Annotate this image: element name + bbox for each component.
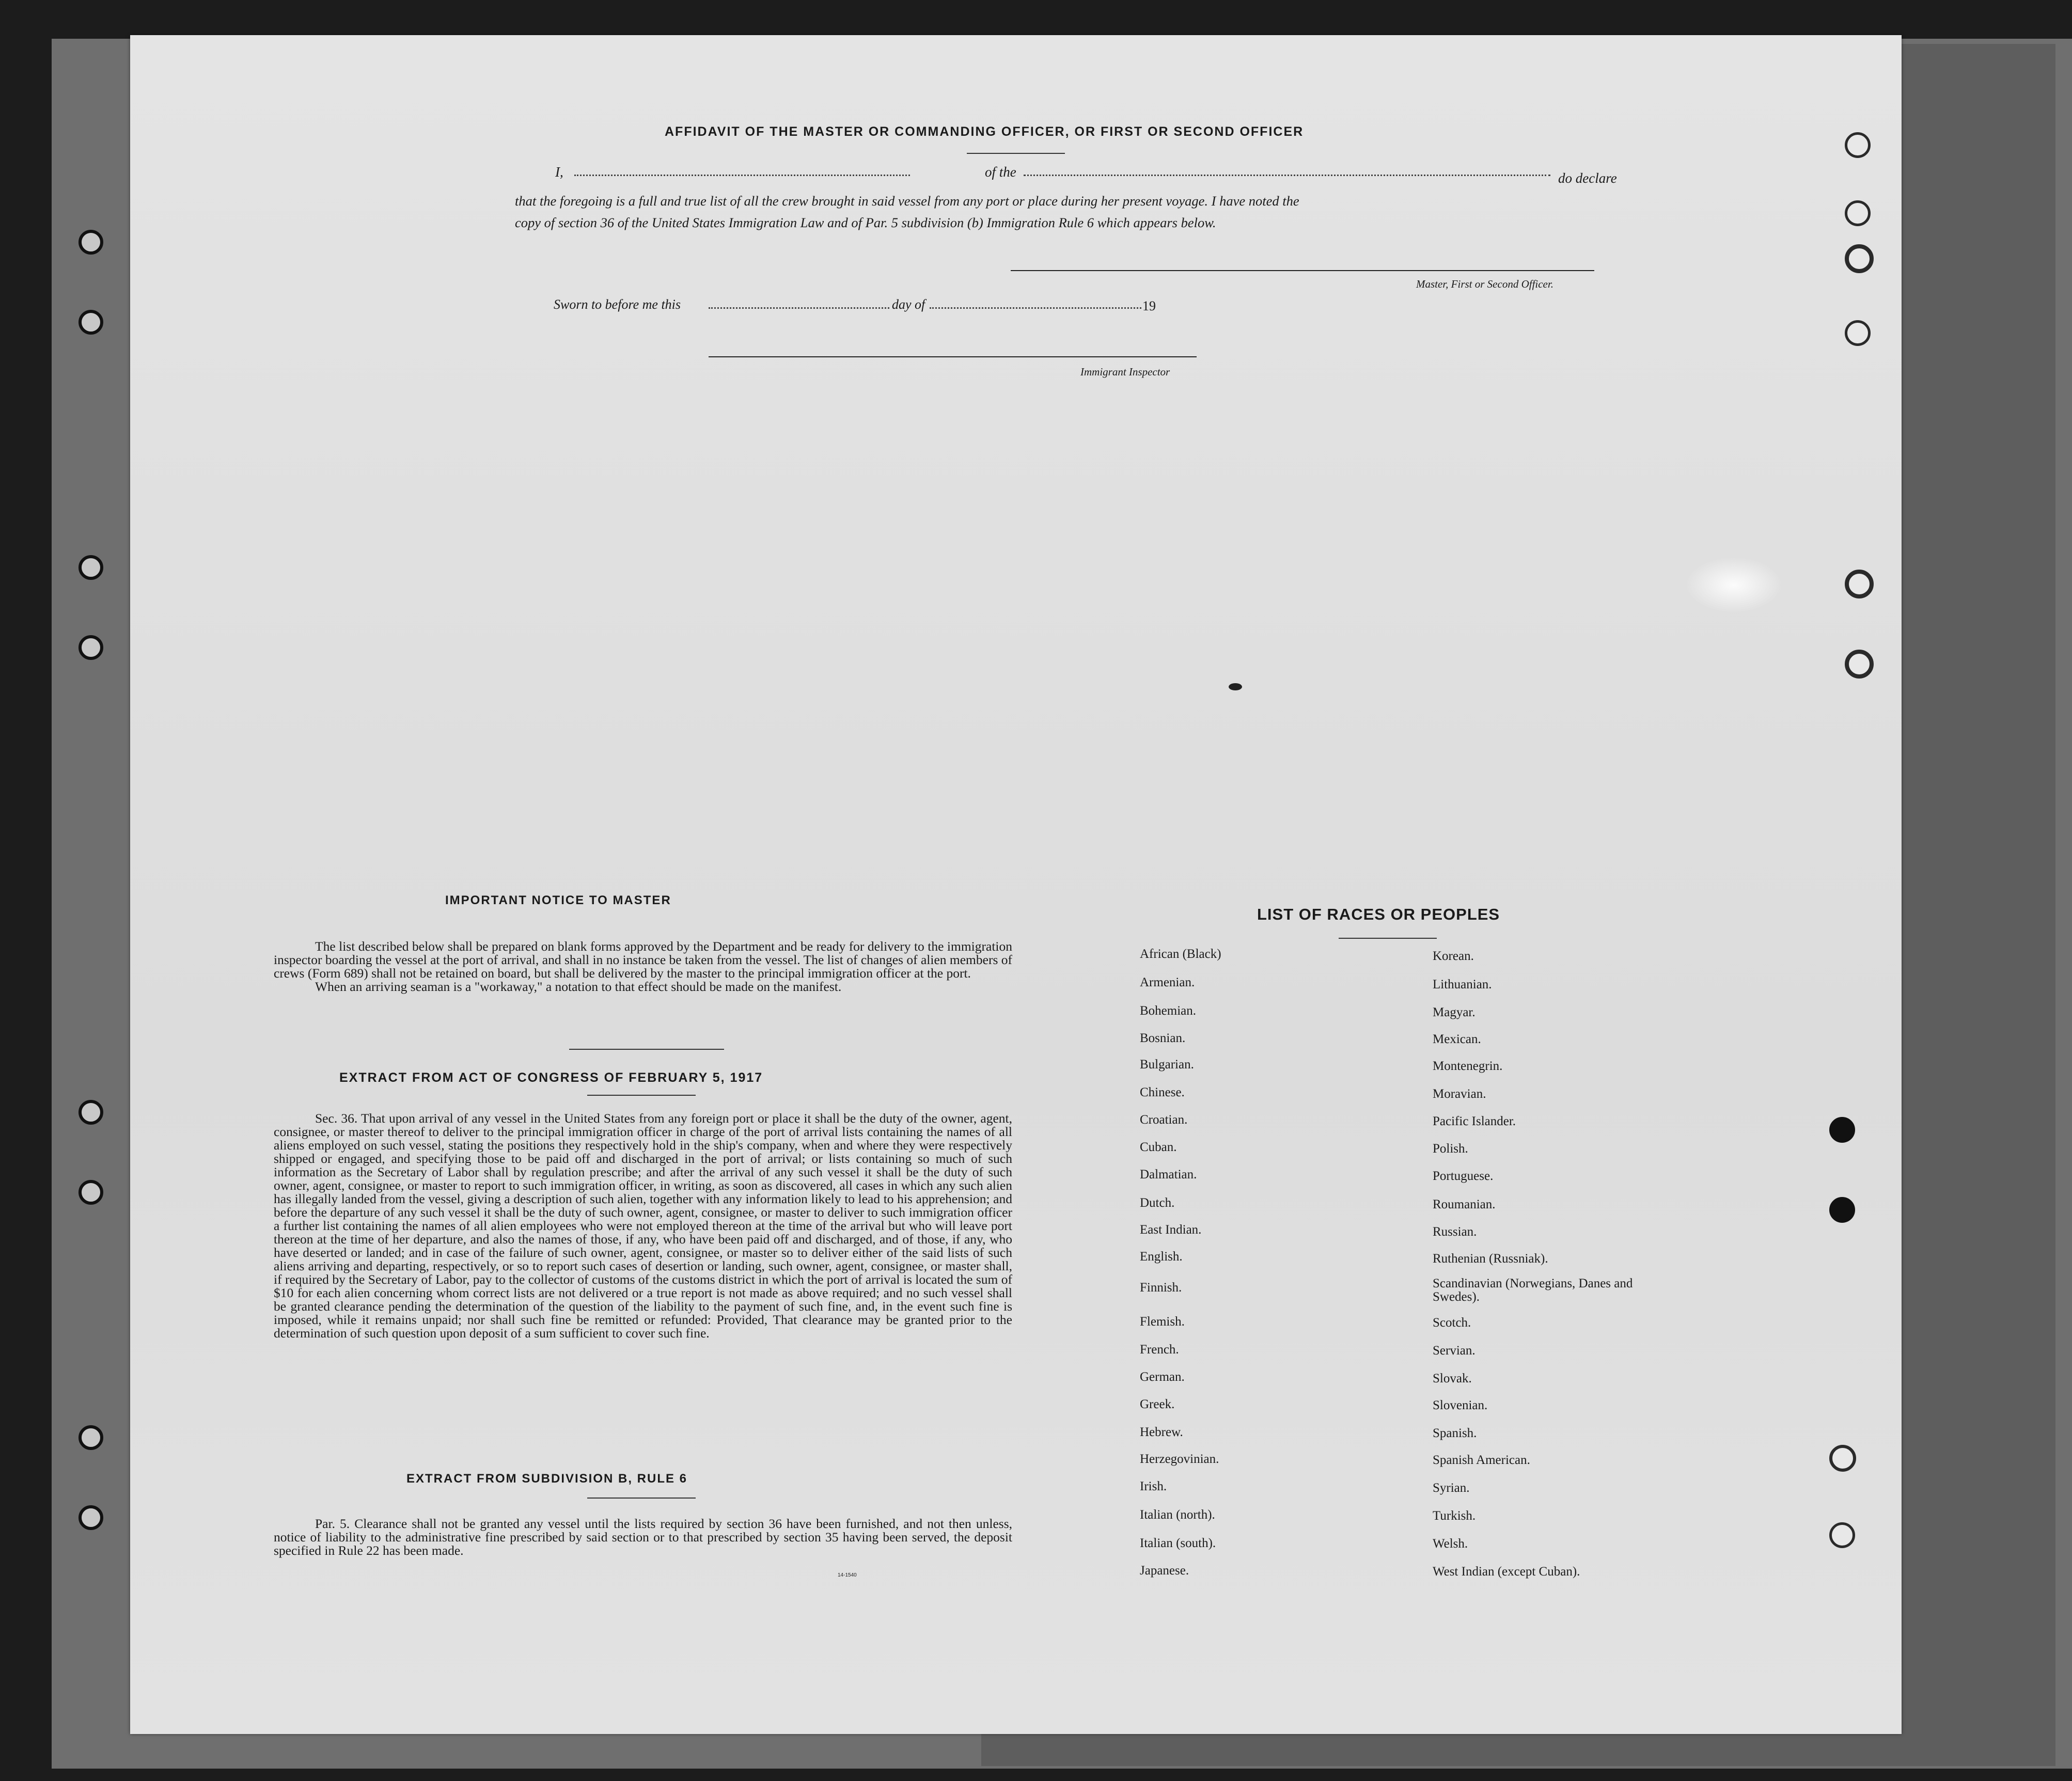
name-field[interactable] — [574, 175, 910, 176]
inspector-label: Immigrant Inspector — [1080, 366, 1170, 378]
race-item: Moravian. — [1433, 1087, 1486, 1101]
race-item: German. — [1140, 1370, 1185, 1384]
vessel-field[interactable] — [1024, 175, 1550, 176]
affidavit-title: AFFIDAVIT OF THE MASTER OR COMMANDING OFFICER, OR FIRST OR SECOND OFFICER — [665, 124, 1304, 139]
sworn-month-field[interactable] — [930, 307, 1141, 309]
binder-hole — [79, 555, 103, 580]
race-item: Magyar. — [1433, 1005, 1475, 1019]
punch-hole — [1845, 570, 1874, 598]
punch-hole — [1829, 1117, 1855, 1143]
race-item: Armenian. — [1140, 975, 1195, 989]
race-item: Russian. — [1433, 1225, 1477, 1239]
race-item: Korean. — [1433, 949, 1474, 963]
notice-paragraph-1: The list described below shall be prepared on blank forms approved by the Department and be ready for delivery to the immigration inspector boarding the vessel at the port of arrival, and shall in no instance be taken from the vessel. The list of changes of alien members of crews (Form 689) shall not be retained on board, but shall be delivered by the master to the principal immigration officer at the port. — [274, 939, 1012, 981]
race-item: Syrian. — [1433, 1481, 1470, 1495]
race-item: Polish. — [1433, 1142, 1468, 1156]
race-item: Mexican. — [1433, 1032, 1481, 1046]
race-item: Dalmatian. — [1140, 1168, 1197, 1181]
race-item: Scandinavian (Norwegians, Danes and Swedes). — [1433, 1276, 1633, 1304]
race-item: Bosnian. — [1140, 1031, 1186, 1045]
punch-hole — [1845, 650, 1874, 679]
race-item: Croatian. — [1140, 1113, 1188, 1127]
race-item: Slovak. — [1433, 1372, 1472, 1385]
signature-line[interactable] — [1011, 270, 1594, 271]
race-item: Welsh. — [1433, 1537, 1468, 1551]
punch-hole — [1829, 1197, 1855, 1223]
race-item: African (Black) — [1140, 947, 1221, 961]
race-item: Ruthenian (Russniak). — [1433, 1252, 1548, 1266]
race-item: Flemish. — [1140, 1315, 1185, 1329]
binder-hole — [79, 1425, 103, 1450]
race-item: Hebrew. — [1140, 1425, 1183, 1439]
race-item: Roumanian. — [1433, 1197, 1496, 1211]
form-number: 14-1540 — [838, 1572, 857, 1578]
race-item: French. — [1140, 1343, 1179, 1357]
race-item: Slovenian. — [1433, 1398, 1488, 1412]
races-rule — [1339, 938, 1437, 939]
sworn-day-label: day of — [892, 297, 925, 312]
title-rule — [967, 153, 1065, 154]
binder-hole — [79, 230, 103, 255]
notice-paragraph-2: When an arriving seaman is a "workaway," a notation to that effect should be made on the manifest. — [315, 979, 842, 994]
race-item: Portuguese. — [1433, 1169, 1494, 1183]
race-item: Servian. — [1433, 1344, 1475, 1358]
notice-title: IMPORTANT NOTICE TO MASTER — [445, 893, 671, 907]
affidavit-line3: copy of section 36 of the United States Immigration Law and of Par. 5 subdivision (b) Immigration Rule 6 which appears below. — [515, 215, 1216, 230]
punch-hole — [1845, 200, 1871, 226]
binder-hole — [79, 1180, 103, 1205]
race-item: Lithuanian. — [1433, 978, 1492, 991]
race-item: Dutch. — [1140, 1196, 1175, 1210]
act-rule — [587, 1095, 696, 1096]
rule-title: EXTRACT FROM SUBDIVISION B, RULE 6 — [406, 1472, 688, 1486]
binder-hole — [79, 1100, 103, 1125]
race-item: Irish. — [1140, 1479, 1167, 1493]
race-item: West Indian (except Cuban). — [1433, 1565, 1580, 1579]
race-item: Bohemian. — [1140, 1004, 1197, 1018]
races-title: LIST OF RACES OR PEOPLES — [1257, 905, 1500, 923]
race-item: Bulgarian. — [1140, 1058, 1194, 1071]
binder-hole — [79, 310, 103, 335]
race-item: Greek. — [1140, 1397, 1175, 1411]
punch-hole — [1845, 320, 1871, 346]
sworn-year-label: 19 — [1142, 298, 1156, 313]
race-item: Turkish. — [1433, 1509, 1476, 1523]
paper-stain — [1685, 557, 1783, 613]
binder-hole — [79, 1505, 103, 1530]
ink-spot — [1229, 683, 1242, 690]
notice-body — [274, 940, 1012, 994]
punch-hole — [1845, 132, 1871, 158]
race-item: English. — [1140, 1250, 1183, 1264]
act-section-36: Sec. 36. That upon arrival of any vessel in the United States from any foreign port or place it shall be the duty of the owner, agent, consignee, or master thereof to deliver to the principal immigration officer in charge of the port of arrival lists containing the names of all aliens employed on such vessel, stating the positions they respectively hold in the ship's company, when and where they were respectively shipped or engaged, and specifying those to be paid off and discharged in the port of arrival; or lists containing so much of such information as the Secretary of Labor shall by regulation prescribe; and after the arrival of any such vessel it shall be the duty of such owner, agent, consignee, or master to report to such immigration officer, in writing, as soon as discovered, all cases in which any such alien has illegally landed from the vessel, giving a description of such alien, together with any information likely to lead to his apprehension; and before the departure of any such vessel it shall be the duty of such owner, agent, consignee, or master to deliver to such immigration officer a further list containing the names of all alien employees who were not employed thereon at the time of the arrival but who will leave port thereon at the time of her departure, and also the names of those, if any, who have been paid off and discharged, and of those, if any, who have deserted or landed; and in case of the failure of such owner, agent, consignee, or master so to deliver either of the said lists of such aliens arriving and departing, respectively, or so to report such cases of desertion or landing, such owner, agent, consignee, or master shall, if required by the Secretary of Labor, pay to the collector of customs of the customs district in which the port of arrival is located the sum of $10 for each alien concerning whom correct lists are not delivered or a true report is not made as above required; and no such vessel shall be granted clearance pending the determination of the question of the liability to the payment of such fine, and, in the event such fine is imposed, while it remains unpaid; nor shall such fine be remitted or refunded: Provided, That clearance may be granted prior to the determination of such question upon deposit of a sum sufficient to cover such fine. — [274, 1111, 1012, 1341]
affidavit-i-label: I, — [555, 164, 563, 180]
race-item: Finnish. — [1140, 1281, 1182, 1295]
binder-hole — [79, 635, 103, 660]
race-item: East Indian. — [1140, 1223, 1202, 1237]
rule-paragraph: Par. 5. Clearance shall not be granted any vessel until the lists required by section 36 have been furnished, and not then unless, notice of liability to the administrative fine prescribed by said section or to that prescribed by section 35 having been served, the deposit specified in Rule 22 has been made. — [274, 1516, 1012, 1558]
document-page — [130, 35, 1902, 1734]
rule-body — [274, 1517, 1012, 1557]
punch-hole — [1829, 1522, 1855, 1548]
punch-hole — [1845, 244, 1874, 273]
race-item: Spanish American. — [1433, 1453, 1530, 1467]
punch-hole — [1829, 1445, 1856, 1472]
race-item: Spanish. — [1433, 1426, 1477, 1440]
affidavit-declare-label: do declare — [1558, 170, 1617, 186]
rule-rule — [587, 1498, 696, 1499]
race-item: Scotch. — [1433, 1316, 1471, 1330]
race-item: Chinese. — [1140, 1085, 1185, 1099]
notice-rule — [569, 1049, 724, 1050]
race-item: Italian (south). — [1140, 1536, 1216, 1550]
race-item: Pacific Islander. — [1433, 1114, 1516, 1128]
signature-label: Master, First or Second Officer. — [1416, 278, 1553, 290]
race-item: Italian (north). — [1140, 1508, 1215, 1522]
race-item: Cuban. — [1140, 1140, 1177, 1154]
inspector-signature-line[interactable] — [709, 356, 1197, 357]
affidavit-of-label: of the — [985, 164, 1016, 180]
affidavit-line2: that the foregoing is a full and true list of all the crew brought in said vessel from any port or place during her present voyage. I have noted the — [515, 193, 1299, 209]
race-item: Herzegovinian. — [1140, 1452, 1219, 1466]
act-title: EXTRACT FROM ACT OF CONGRESS OF FEBRUARY 5, 1917 — [339, 1070, 763, 1085]
race-item: Montenegrin. — [1433, 1059, 1503, 1073]
sworn-date-field[interactable] — [709, 307, 889, 309]
sworn-label: Sworn to before me this — [554, 297, 681, 312]
race-item: Japanese. — [1140, 1564, 1189, 1578]
act-body — [274, 1112, 1012, 1340]
